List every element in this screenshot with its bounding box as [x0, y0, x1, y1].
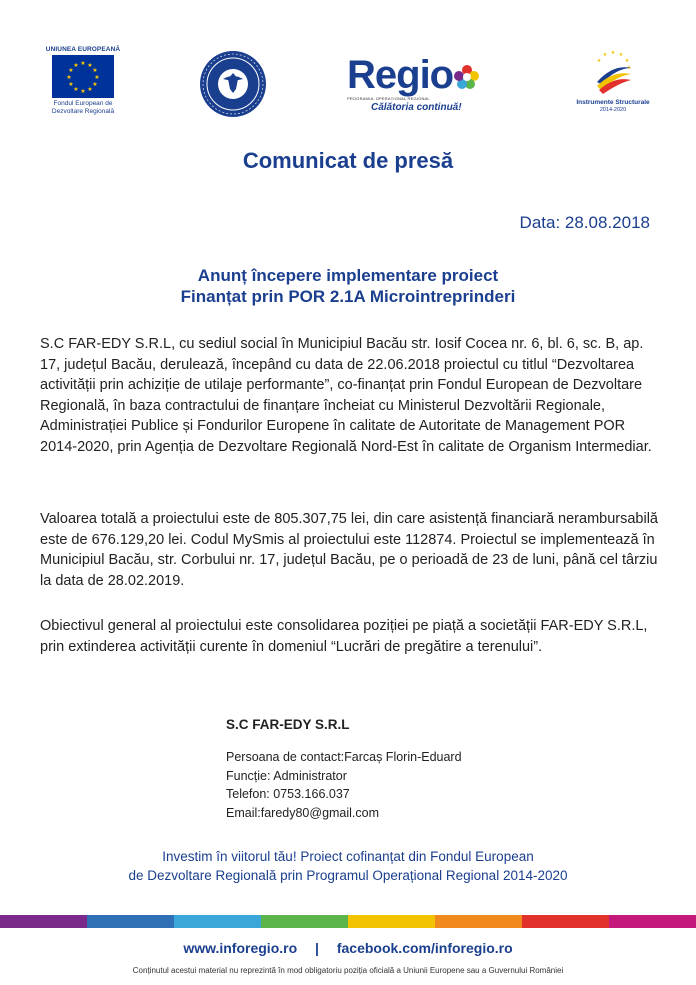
- stripe-segment: [261, 915, 348, 928]
- government-seal-icon: [198, 49, 268, 119]
- stripe-segment: [0, 915, 87, 928]
- regio-wordmark: Regio: [347, 53, 454, 97]
- paragraph-objective: Obiectivul general al proiectului este consolidarea poziției pe piață a societății FAR-EDY S.R.L, prin extinderea activității curente în domeniul “Lucrări de pregătire a terenului”.: [40, 618, 648, 655]
- svg-text:★: ★: [80, 60, 86, 67]
- page-title: Comunicat de presă: [242, 148, 454, 173]
- footer-separator: |: [315, 940, 319, 956]
- footer-disclaimer: Conținutul acestui material nu reprezintă în mod obligatoriu poziția oficială a Uniunii Europene sau a Guvernului României: [132, 966, 564, 975]
- fund-notice-line1: Investim în viitorul tău! Proiect cofinanțat din Fondul European: [162, 849, 534, 864]
- eu-caption-line2: Dezvoltare Regională: [51, 108, 115, 115]
- eu-caption-line1: Fondul European de: [53, 100, 113, 107]
- svg-text:★: ★: [602, 52, 608, 58]
- website-link[interactable]: www.inforegio.ro: [183, 940, 298, 956]
- svg-text:★: ★: [610, 50, 616, 56]
- regio-logo: [347, 55, 492, 115]
- svg-text:★: ★: [73, 86, 79, 93]
- contact-block: [226, 748, 462, 822]
- facebook-link[interactable]: facebook.com/inforegio.ro: [336, 940, 513, 956]
- company-name: S.C FAR-EDY S.R.L: [226, 717, 350, 732]
- eu-flag-icon: [52, 55, 114, 98]
- regio-tagline: Călătoria continuă!: [371, 102, 462, 113]
- eu-caption-top: UNIUNEA EUROPEANĂ: [45, 46, 121, 53]
- fund-notice-line2: de Dezvoltare Regională prin Programul Operațional Regional 2014-2020: [128, 868, 568, 883]
- regio-flower-icon: [454, 64, 480, 90]
- structural-instruments-years: 2014-2020: [599, 106, 627, 113]
- paragraph-intro: S.C FAR-EDY S.R.L, cu sediul social în Municipiul Bacău str. Iosif Cocea nr. 6, bl. 6, sc. B, ap. 17, județul Bacău, derulează, începând cu data de 22.06.2018 proiectul cu titlul “Dezvoltarea activității prin achiziție de utilaje performante”, co-finanțat prin Fondul European de Dezvoltare Regională, în baza contractului de finanțare încheiat cu Ministerul Dezvoltării Regionale, Administrației Publice și Fondurilor Europene în calitate de Autoritate de Management POR 2014-2020, prin Agenția de Dezvoltare Regională Nord-Est în calitate de Organism Intermediar.: [40, 336, 652, 455]
- stripe-segment: [609, 915, 696, 928]
- structural-instruments-icon: [591, 48, 635, 94]
- stripe-segment: [348, 915, 435, 928]
- press-release-date: Data: 28.08.2018: [519, 213, 650, 232]
- stripe-segment: [522, 915, 609, 928]
- svg-text:★: ★: [68, 81, 74, 88]
- svg-text:★: ★: [94, 74, 100, 81]
- svg-text:★: ★: [87, 62, 93, 69]
- regio-subtitle: PROGRAMUL OPERAȚIONAL REGIONAL: [347, 96, 430, 101]
- svg-text:★: ★: [92, 67, 98, 74]
- svg-text:★: ★: [87, 86, 93, 93]
- contact-email: Email:faredy80@gmail.com: [226, 805, 380, 820]
- stripe-segment: [174, 915, 261, 928]
- stripe-segment: [87, 915, 174, 928]
- subtitle-line2: Finanțat prin POR 2.1A Microintreprinderi: [180, 287, 516, 306]
- footer-links: [0, 940, 696, 956]
- contact-person: Persoana de contact:Farcaș Florin-Eduard: [226, 750, 462, 764]
- svg-text:★: ★: [73, 62, 79, 69]
- eu-caption-bottom: [40, 100, 126, 116]
- stripe-segment: [435, 915, 522, 928]
- svg-text:★: ★: [80, 88, 86, 95]
- contact-phone: Telefon: 0753.166.037: [226, 787, 350, 801]
- contact-role: Funcție: Administrator: [226, 768, 347, 783]
- svg-text:★: ★: [92, 81, 98, 88]
- color-stripe: [0, 915, 696, 928]
- announcement-subtitle: [0, 265, 696, 307]
- svg-text:★: ★: [66, 74, 72, 81]
- subtitle-line1: Anunț începere implementare proiect: [197, 266, 499, 285]
- fund-notice: [0, 847, 696, 885]
- svg-text:★: ★: [596, 58, 602, 64]
- eu-logo: [40, 46, 126, 116]
- svg-text:★: ★: [68, 67, 74, 74]
- structural-instruments-caption: Instrumente Structurale: [576, 99, 650, 106]
- svg-text:★: ★: [624, 58, 630, 64]
- svg-text:★: ★: [618, 52, 624, 58]
- structural-instruments-logo: [563, 48, 663, 113]
- paragraph-budget: Valoarea totală a proiectului este de 805.307,75 lei, din care asistență financiară nerambursabilă este de 676.129,20 lei. Codul MySmis al proiectului este 112874. Proiectul se implementează în Municipiul Bacău, str. Corbului nr. 17, județul Bacău, pe o perioadă de 23 de luni, până cel târziu la data de 28.02.2019.: [40, 511, 658, 589]
